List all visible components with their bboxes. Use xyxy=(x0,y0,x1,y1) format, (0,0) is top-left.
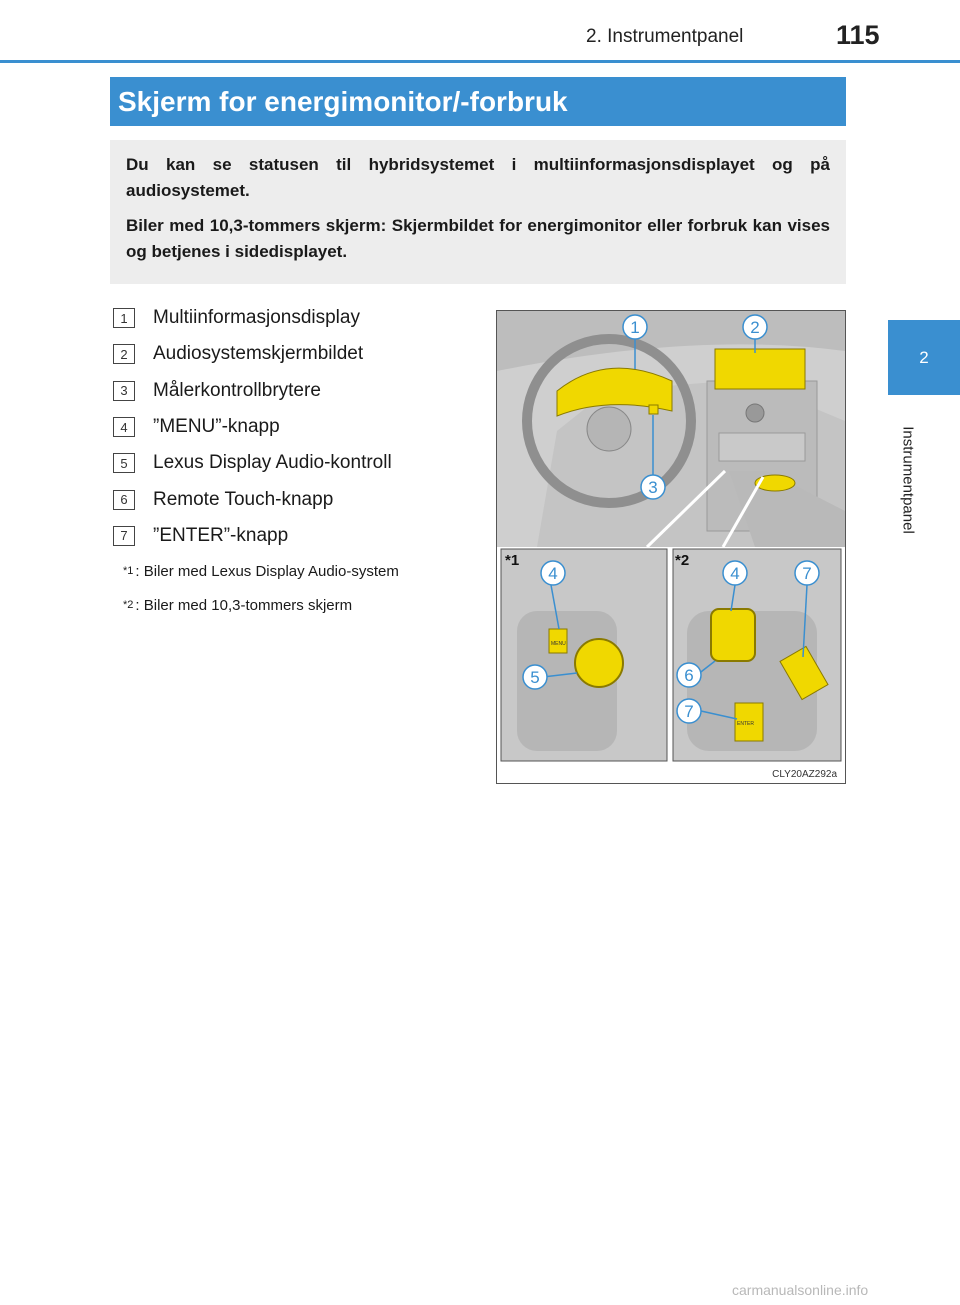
header-rule xyxy=(0,60,960,63)
remote-touch-pad xyxy=(711,609,755,661)
inset-mark-left: *1 xyxy=(505,552,520,569)
chapter-header: 2. Instrumentpanel xyxy=(586,26,744,47)
callout-label: 4 xyxy=(548,564,558,583)
legend-item xyxy=(113,409,493,445)
chapter-tab[interactable] xyxy=(888,320,960,395)
section-title-text: Skjerm for energimonitor/-forbruk xyxy=(118,85,568,117)
footnote-text: : Biler med Lexus Display Audio-system xyxy=(135,562,399,580)
legend-item xyxy=(113,518,493,554)
watermark: carmanualsonline.info xyxy=(732,1282,869,1298)
footnote-mark: *2 xyxy=(123,599,134,612)
legend-number: 2 xyxy=(113,344,135,364)
meter-control-switch xyxy=(649,405,658,414)
intro-box xyxy=(110,140,846,284)
footnote-text: : Biler med 10,3-tommers skjerm xyxy=(135,596,353,614)
legend-item xyxy=(113,300,493,336)
legend-number: 1 xyxy=(113,308,135,328)
callout-label: 6 xyxy=(684,666,694,685)
callout-label: 4 xyxy=(730,564,740,583)
lexus-display-audio-controller xyxy=(575,639,623,687)
callout-label: 5 xyxy=(530,668,540,687)
figure-code: CLY20AZ292a xyxy=(772,769,837,780)
legend-label: Multiinformasjonsdisplay xyxy=(153,307,360,329)
steering-hub xyxy=(587,407,631,451)
chapter-side-label-text: Instrumentpanel xyxy=(899,426,917,534)
dashboard-illustration-svg xyxy=(497,311,845,783)
callout-label: 1 xyxy=(630,318,640,337)
legend-label: Lexus Display Audio-kontroll xyxy=(153,452,392,474)
left-menu-button-label: MENU xyxy=(551,641,566,647)
page-number: 115 xyxy=(836,20,880,50)
legend-number: 3 xyxy=(113,381,135,401)
legend-number: 6 xyxy=(113,490,135,510)
legend-number: 4 xyxy=(113,417,135,437)
chapter-tab-number: 2 xyxy=(919,347,929,367)
inset-mark-right: *2 xyxy=(675,552,690,569)
intro-paragraph-2: Biler med 10,3-tommers skjerm: Skjermbildet for energimonitor eller forbruk kan vises og betjenes i sidedisplayet. xyxy=(126,215,830,262)
legend-item xyxy=(113,445,493,481)
climate-panel xyxy=(719,433,805,461)
dashboard-illustration xyxy=(496,310,846,784)
audio-screen xyxy=(715,349,805,389)
legend-label: Remote Touch-knapp xyxy=(153,488,334,510)
legend-number: 5 xyxy=(113,453,135,473)
legend-label: Audiosystemskjermbildet xyxy=(153,343,364,365)
footnote xyxy=(123,588,503,622)
center-knob xyxy=(746,404,764,422)
legend-item xyxy=(113,481,493,517)
callout-label: 7 xyxy=(684,702,694,721)
legend-label: ”MENU”-knapp xyxy=(153,416,280,438)
footnote xyxy=(123,554,503,588)
legend-label: ”ENTER”-knapp xyxy=(153,524,289,546)
callout-label: 3 xyxy=(648,478,658,497)
legend-number: 7 xyxy=(113,526,135,546)
callout-label: 2 xyxy=(750,318,760,337)
right-enter-button-label: ENTER xyxy=(737,721,754,727)
legend-item xyxy=(113,336,493,372)
legend-list xyxy=(113,300,493,622)
legend-label: Målerkontrollbrytere xyxy=(153,379,321,401)
section-title xyxy=(110,77,846,126)
footnote-mark: *1 xyxy=(123,565,134,578)
chapter-side-label xyxy=(888,400,928,560)
intro-paragraph-1: Du kan se statusen til hybridsystemet i multiinformasjonsdisplayet og på audiosystemet. xyxy=(126,155,830,201)
legend-item xyxy=(113,373,493,409)
callout-label: 7 xyxy=(802,564,812,583)
